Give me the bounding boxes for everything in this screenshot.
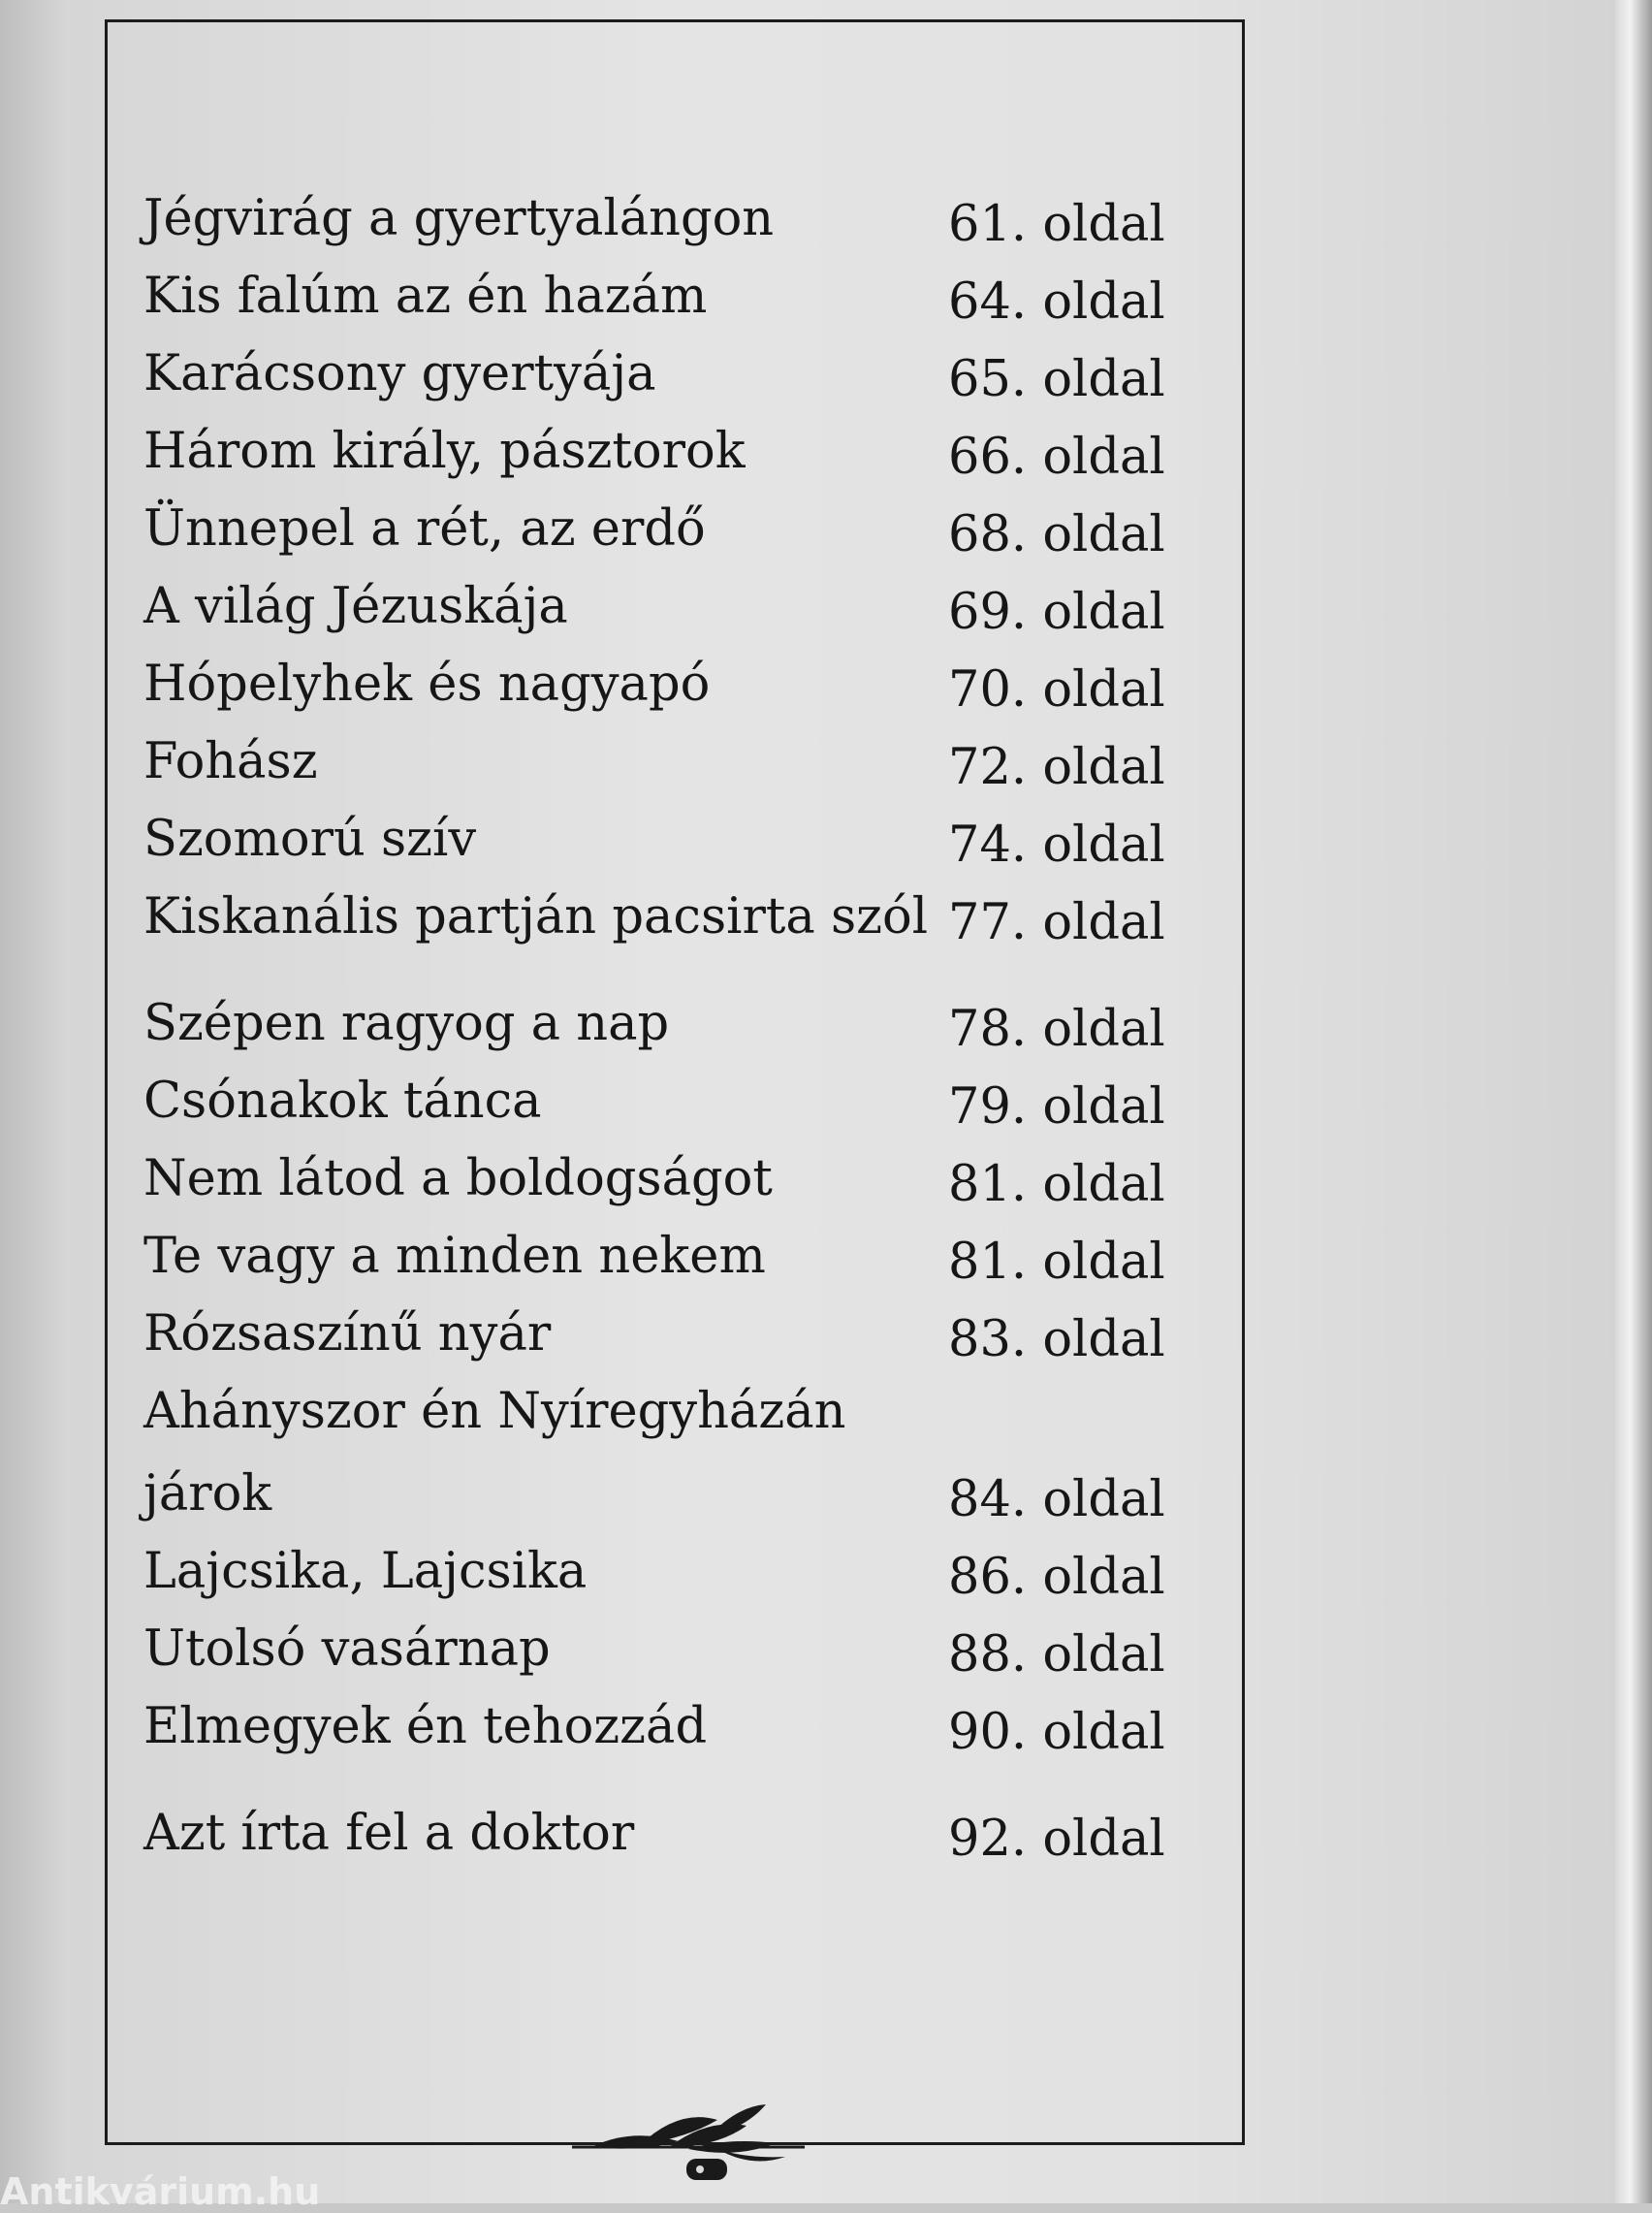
toc-entry-page: 65. oldal xyxy=(948,351,1165,408)
toc-entry-title: járok xyxy=(143,1465,272,1523)
toc-entry-page: 61. oldal xyxy=(948,196,1165,253)
toc-entry-page: 79. oldal xyxy=(948,1078,1165,1136)
toc-entry-title: Elmegyek én tehozzád xyxy=(143,1698,708,1755)
toc-entry-page: 70. oldal xyxy=(948,661,1165,719)
toc-entry-title: Ahányszor én Nyíregyházán xyxy=(143,1383,846,1440)
toc-entry-page: 86. oldal xyxy=(948,1549,1165,1606)
toc-entry-title: Kiskanális partján pacsirta szól xyxy=(143,888,929,946)
toc-entry-title: Nem látod a boldogságot xyxy=(143,1150,773,1207)
toc-entry-page: 69. oldal xyxy=(948,584,1165,641)
toc-entry-title: Jégvirág a gyertyalángon xyxy=(143,190,775,247)
toc-entry-page: 88. oldal xyxy=(948,1626,1165,1684)
toc-entry-title: Azt írta fel a doktor xyxy=(143,1805,635,1862)
toc-entry-page: 92. oldal xyxy=(948,1811,1165,1868)
watermark-text: Antikvárium.hu xyxy=(0,2170,321,2213)
toc-entry-title: A világ Jézuskája xyxy=(143,578,568,635)
toc-entry-page: 81. oldal xyxy=(948,1234,1165,1291)
toc-entry-page: 84. oldal xyxy=(948,1471,1165,1528)
toc-entry-title: Kis falúm az én hazám xyxy=(143,268,708,325)
toc-entry-title: Lajcsika, Lajcsika xyxy=(143,1543,588,1600)
toc-entry-page: 68. oldal xyxy=(948,506,1165,563)
toc-entry-title: Fohász xyxy=(143,733,318,790)
toc-entry-page: 77. oldal xyxy=(948,894,1165,951)
toc-entry-title: Hópelyhek és nagyapó xyxy=(143,656,711,713)
toc-entry-title: Te vagy a minden nekem xyxy=(143,1228,766,1285)
toc-entry-title: Karácsony gyertyája xyxy=(143,345,656,402)
toc-entry-page: 90. oldal xyxy=(948,1704,1165,1761)
toc-entry-page: 78. oldal xyxy=(948,1001,1165,1058)
toc-entry-page: 66. oldal xyxy=(948,429,1165,486)
toc-entry-title: Szépen ragyog a nap xyxy=(143,995,670,1052)
toc-entry-page: 74. oldal xyxy=(948,817,1165,874)
toc-entry-title: Utolsó vasárnap xyxy=(143,1620,551,1678)
toc-entry-page: 64. oldal xyxy=(948,273,1165,331)
toc-entry-title: Három király, pásztorok xyxy=(143,423,746,480)
page-edge xyxy=(1615,0,1652,2203)
toc-entry-title: Rózsaszínű nyár xyxy=(143,1305,552,1363)
toc-entry-title: Csónakok tánca xyxy=(143,1073,542,1130)
toc-entry-page: 83. oldal xyxy=(948,1311,1165,1368)
leaf-branch-ornament-icon xyxy=(572,2099,814,2186)
toc-entry-page: 81. oldal xyxy=(948,1156,1165,1213)
toc-entry-title: Ünnepel a rét, az erdő xyxy=(143,500,706,558)
toc-entry-title: Szomorú szív xyxy=(143,811,477,868)
toc-entry-page: 72. oldal xyxy=(948,739,1165,796)
